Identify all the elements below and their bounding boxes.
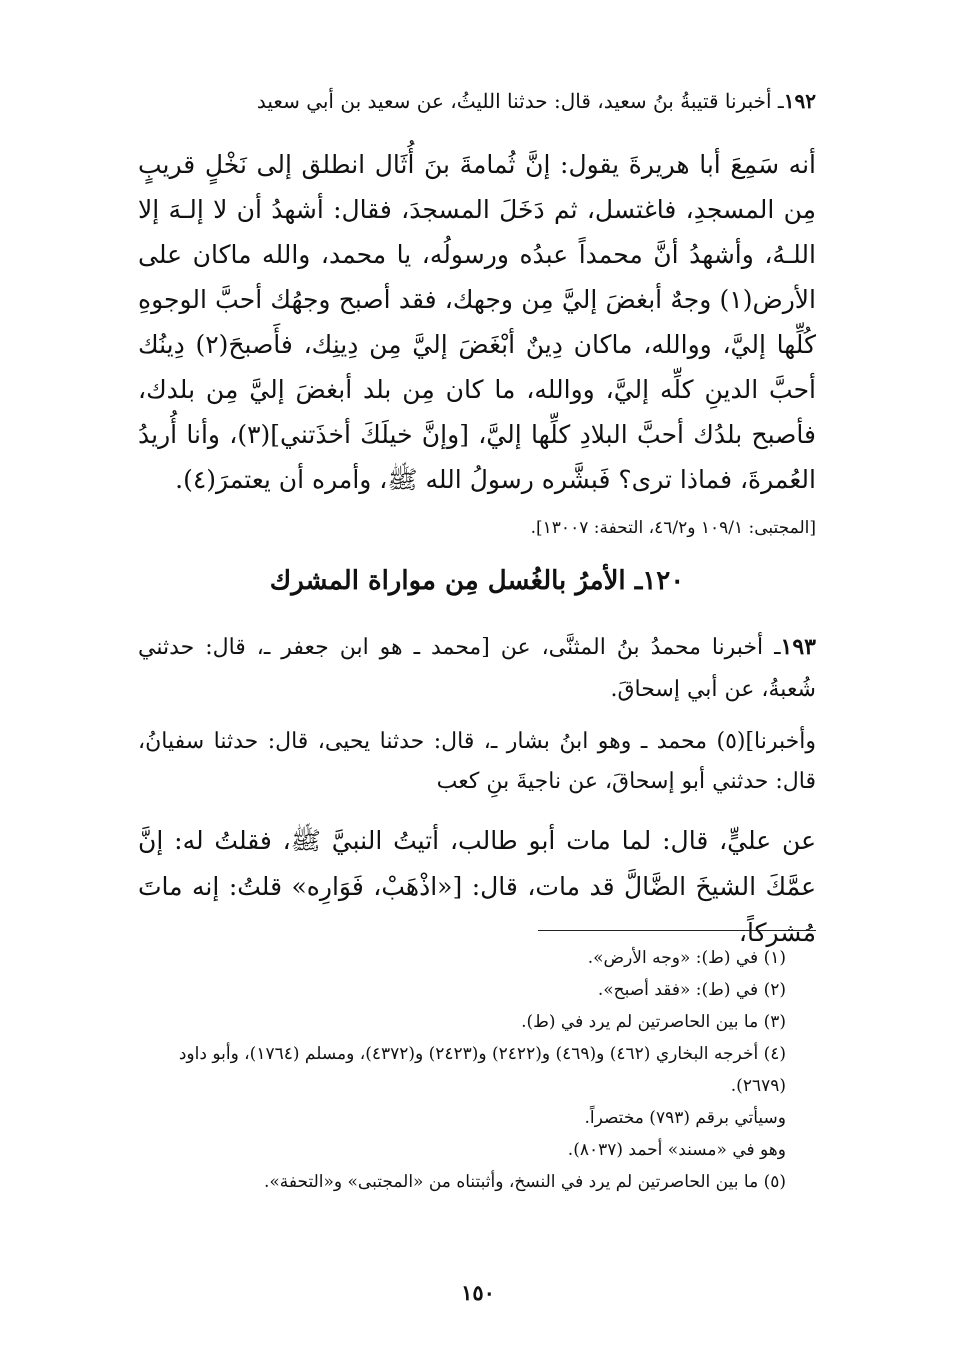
footnotes-list [138, 942, 786, 1198]
hadith-193-isnad-1 [138, 626, 816, 711]
footnote-4-note-b: وهو في «مسند» أحمد (٨٠٣٧). [567, 1140, 786, 1160]
hadith-192-number: ١٩٢ [783, 89, 816, 113]
hadith-192-isnad [138, 84, 816, 118]
hadith-193-number: ١٩٣ [780, 634, 816, 660]
footnote-2: (٢) في (ط): «فقد أصبح». [597, 980, 786, 1000]
chapter-number: ١٢٠ [642, 566, 685, 596]
hadith-193-text: عن عليٍّ، قال: لما مات أبو طالب، أتيتُ النبيَّ ﷺ، فقلتُ له: إنَّ عمَّكَ الشيخَ الضَّالَّ قد مات، قال: [«اذْهَبْ، فَوَارِه» قلتُ: إنه ماتَ مُشركاً، [138, 826, 816, 947]
footnote-divider [538, 930, 816, 931]
hadith-192-citation: [المجتبى: ١٠٩/١ و٤٦/٢، التحفة: ١٣٠٠٧]. [530, 518, 816, 538]
chapter-heading [138, 566, 816, 596]
footnote-5: (٥) ما بين الحاصرتين لم يرد في النسخ، وأثبتناه من «المجتبى» و«التحفة». [263, 1172, 786, 1192]
hadith-193-isnad-2: وأخبرنا](٥) محمد ـ وهو ابنُ بشار ـ، قال: حدثنا يحيى، قال: حدثنا سفيانُ، قال: حدثني أبو إسحاقَ، عن ناجيةَ بنِ كعب [138, 729, 816, 794]
hadith-193-isnad-1-text: ـ أخبرنا محمدُ بنُ المثنَّى، عن [محمد ـ هو ابن جعفر ـ، قال: حدثني شُعبةُ، عن أبي إسحاقَ. [138, 635, 816, 702]
hadith-192-text: أنه سَمِعَ أبا هريرةَ يقول: إنَّ ثُمامةَ بنَ أُثَال انطلق إلى نَخْلٍ قريبٍ مِن المسجدِ، فاغتسل، ثم دَخَلَ المسجدَ، فقال: أشهدُ أن لا إلـهَ إلا اللـهُ، وأشهدُ أنَّ محمداً عبدُه ورسولُه، يا محمد، والله ماكان على الأرض(١) وجهٌ أبغضَ إليَّ مِن وجهك، فقد أصبح وجهُك أحبَّ الوجوهِ كُلِّها إليَّ، ووالله، ماكان دِينٌ أبْغَضَ إليَّ مِن دِينِك، فأَصبحَ(٢) دِينُك أحبَّ الدينِ كلِّه إليَّ، ووالله، ما كان مِن بلد أبغضَ إليَّ مِن بلدك، فأصبح بلدُك أحبَّ البلادِ كلِّها إليَّ، [وإنَّ خيلَكَ أخذَتني](٣)، وأنا أُريدُ العُمرةَ، فماذا ترى؟ فَبشَّره رسولُ الله ﷺ، وأمره أن يعتمرَ(٤). [138, 150, 816, 494]
footnote-4-note-a: وسيأتي برقم (٧٩٣) مختصراً. [584, 1108, 786, 1128]
page-number: ١٥٠ [461, 1280, 495, 1305]
hadith-192-isnad-text: ـ أخبرنا قتيبةُ بنُ سعيد، قال: حدثنا الليثُ، عن سعيد بن أبي سعيد [256, 89, 784, 113]
footnote-4: (٤) أخرجه البخاري (٤٦٢) و(٤٦٩) و(٢٤٢٢) و(٢٤٢٣) و(٤٣٧٢)، ومسلم (١٧٦٤)، وأبو داود (٢٦٧٩). [178, 1044, 786, 1096]
footnote-3: (٣) ما بين الحاصرتين لم يرد في (ط). [521, 1012, 786, 1032]
chapter-title: ـ الأمرُ بالغُسل مِن مواراة المشرك [269, 566, 643, 596]
footnote-1: (١) في (ط): «وجه الأرض». [587, 948, 786, 968]
